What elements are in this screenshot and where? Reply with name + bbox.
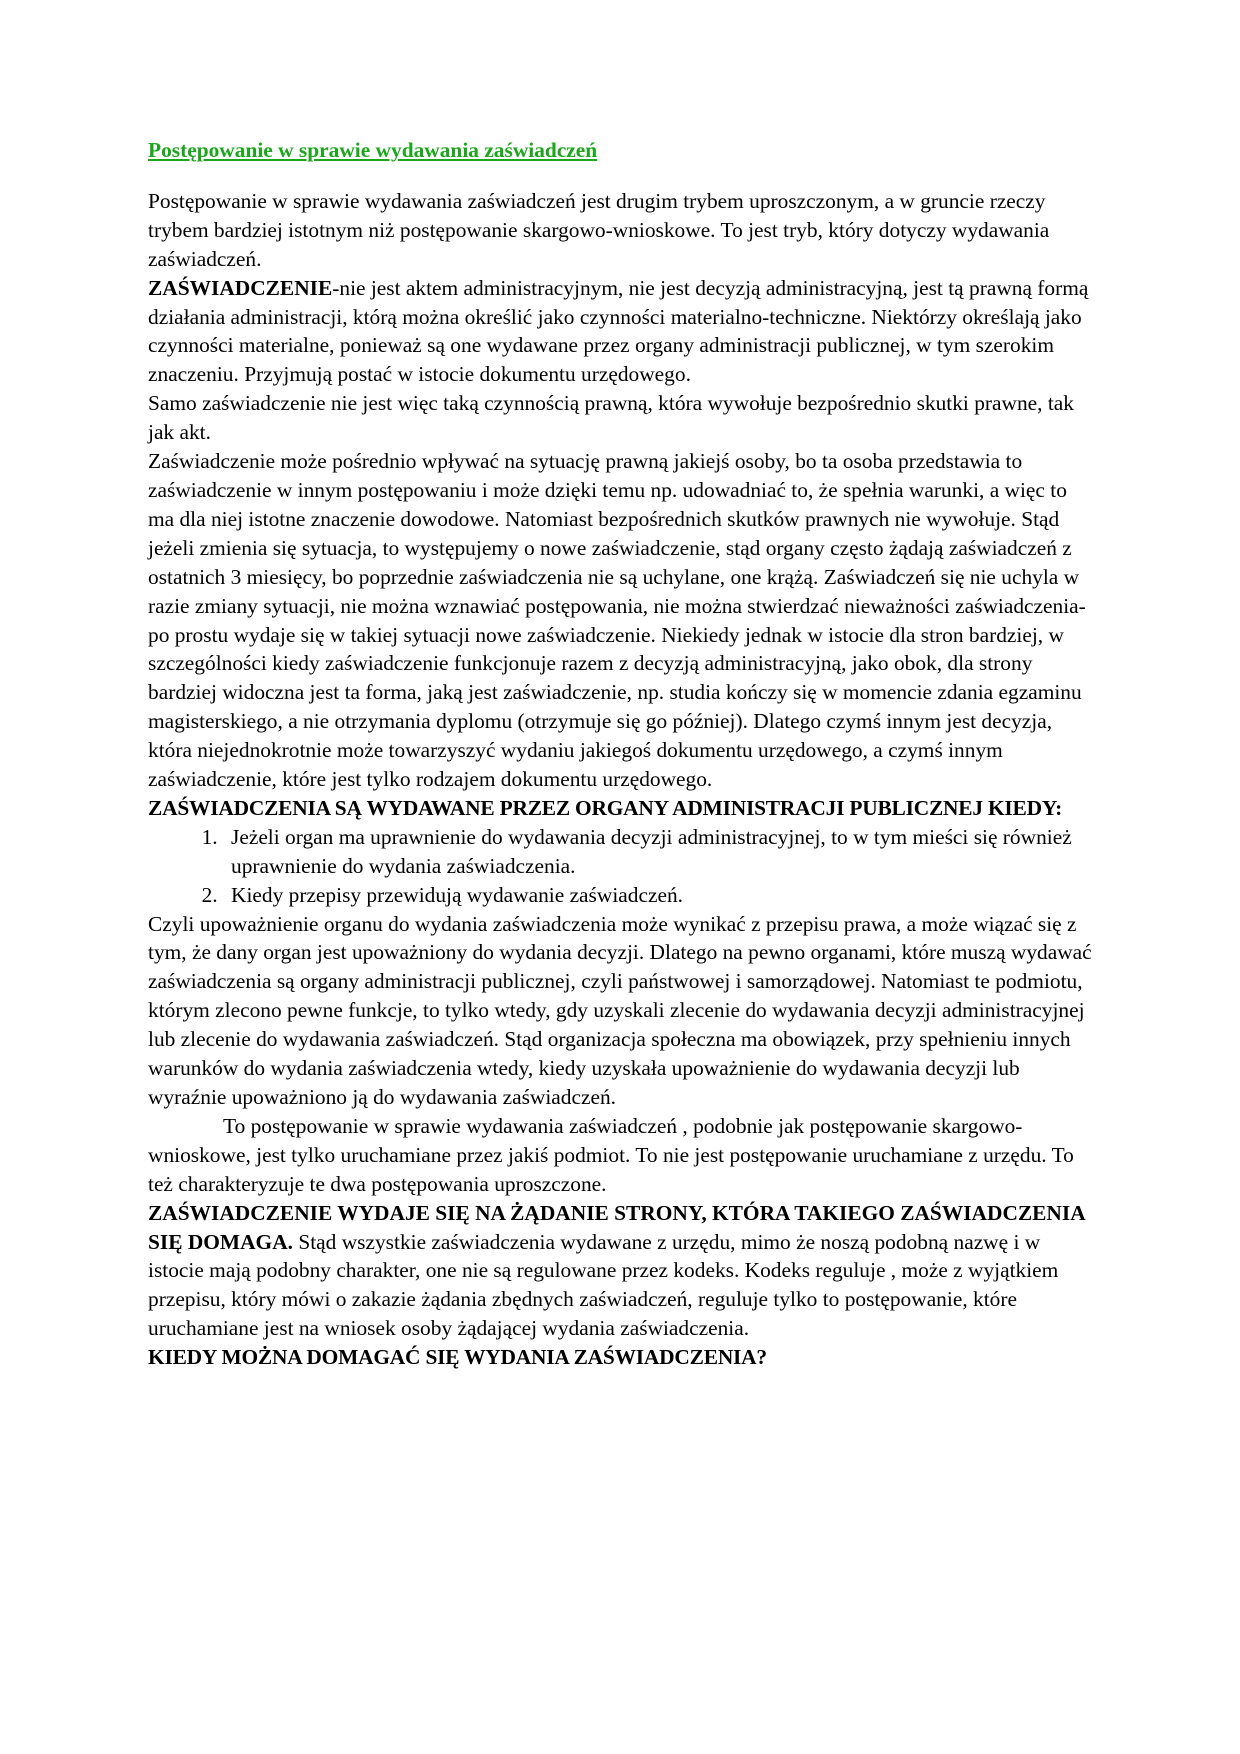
definition-text: -nie jest aktem administracyjnym, nie jest decyzją administracyjną, jest tą prawną formą działania administracji, którą można określić jako czynności materialno-techniczne. Niektórzy określają jako czynności materialne, ponieważ są one wydawane przez organy administracji publicznej, w tym szerokim znaczeniu. Przyjmują postać w istocie dokumentu urzędowego. — [148, 275, 1089, 387]
paragraph-definition — [148, 274, 1098, 390]
term-zaswiadczenie: ZAŚWIADCZENIE — [148, 275, 333, 300]
section-heading-when: KIEDY MOŻNA DOMAGAĆ SIĘ WYDANIA ZAŚWIADCZENIA? — [148, 1345, 767, 1370]
paragraph-request — [148, 1199, 1098, 1344]
conditions-list — [148, 823, 1098, 910]
document-title: Postępowanie w sprawie wydawania zaświadczeń — [148, 138, 598, 162]
request-text: Stąd wszystkie zaświadczenia wydawane z urzędu, mimo że noszą podobną nazwę i w istocie mają podobny charakter, one nie są regulowane przez kodeks. Kodeks reguluje , może z wyjątkiem przepisu, który mówi o zakazie żądania zbędnych zaświadczeń, reguluje tylko to postępowanie, które uruchamiane jest na wniosek osoby żądającej wydania zaświadczenia. — [148, 1229, 1059, 1341]
paragraph-legal-effect: Samo zaświadczenie nie jest więc taką czynnością prawną, która wywołuje bezpośrednio skutki prawne, tak jak akt. — [148, 391, 1075, 445]
paragraph-initiation: To postępowanie w sprawie wydawania zaświadczeń , podobnie jak postępowanie skargowo-wnioskowe, jest tylko uruchamiane przez jakiś podmiot. To nie jest postępowanie uruchamiane z urzędu. To też charakteryzuje te dwa postępowania uproszczone. — [148, 1113, 1074, 1196]
section-heading-issuers: ZAŚWIADCZENIA SĄ WYDAWANE PRZEZ ORGANY ADMINISTRACJI PUBLICZNEJ KIEDY: — [148, 795, 1063, 820]
list-item: 2. Kiedy przepisy przewidują wydawanie zaświadczeń. — [223, 881, 1098, 910]
paragraph-intro: Postępowanie w sprawie wydawania zaświadczeń jest drugim trybem uproszczonym, a w gruncie rzeczy trybem bardziej istotnym niż postępowanie skargowo-wnioskowe. To jest tryb, który dotyczy wydawania zaświadczeń. — [148, 188, 1050, 271]
paragraph-authorization: Czyli upoważnienie organu do wydania zaświadczenia może wynikać z przepisu prawa, a może wiązać się z tym, że dany organ jest upoważniony do wydania decyzji. Dlatego na pewno organami, które muszą wydawać zaświadczenia są organy administracji publicznej, czyli państwowej i samorządowej. Natomiast te podmiotu, którym zlecono pewne funkcje, to tylko wtedy, gdy uzyskali zlecenie do wydawania decyzji administracyjnej lub zlecenie do wydawania zaświadczeń. Stąd organizacja społeczna ma obowiązek, przy spełnieniu innych warunków do wydania zaświadczenia wtedy, kiedy uzyskała upoważnienie do wydawania decyzji lub wyraźnie upoważniono ją do wydawania zaświadczeń. — [148, 911, 1092, 1109]
document-page — [148, 136, 1098, 1372]
bold-statement: ZAŚWIADCZENIE WYDAJE SIĘ NA ŻĄDANIE STRONY, KTÓRA TAKIEGO ZAŚWIADCZENIA SIĘ DOMAGA. — [148, 1200, 1085, 1254]
list-item: 1. Jeżeli organ ma uprawnienie do wydawania decyzji administracyjnej, to w tym mieści się również uprawnienie do wydania zaświadczenia. — [223, 823, 1098, 881]
paragraph-indirect-effect: Zaświadczenie może pośrednio wpływać na sytuację prawną jakiejś osoby, bo ta osoba przedstawia to zaświadczenie w innym postępowaniu i może dzięki temu np. udowadniać to, że spełnia warunki, a więc to ma dla niej istotne znaczenie dowodowe. Natomiast bezpośrednich skutków prawnych nie wywołuje. Stąd jeżeli zmienia się sytuacja, to występujemy o nowe zaświadczenie, stąd organy często żądają zaświadczeń z ostatnich 3 miesięcy, bo poprzednie zaświadczenia nie są uchylane, one krążą. Zaświadczeń się nie uchyla w razie zmiany sytuacji, nie można wznawiać postępowania, nie można stwierdzać nieważności zaświadczenia-po prostu wydaje się w takiej sytuacji nowe zaświadczenie. Niekiedy jednak w istocie dla stron bardziej, w szczególności kiedy zaświadczenie funkcjonuje razem z decyzją administracyjną, jako obok, dla strony bardziej widoczna jest ta forma, jaką jest zaświadczenie, np. studia kończy się w momencie zdania egzaminu magisterskiego, a nie otrzymania dyplomu (otrzymuje się go później). Dlatego czymś innym jest decyzja, która niejednokrotnie może towarzyszyć wydaniu jakiegoś dokumentu urzędowego, a czymś innym zaświadczenie, które jest tylko rodzajem dokumentu urzędowego. — [148, 449, 1086, 792]
